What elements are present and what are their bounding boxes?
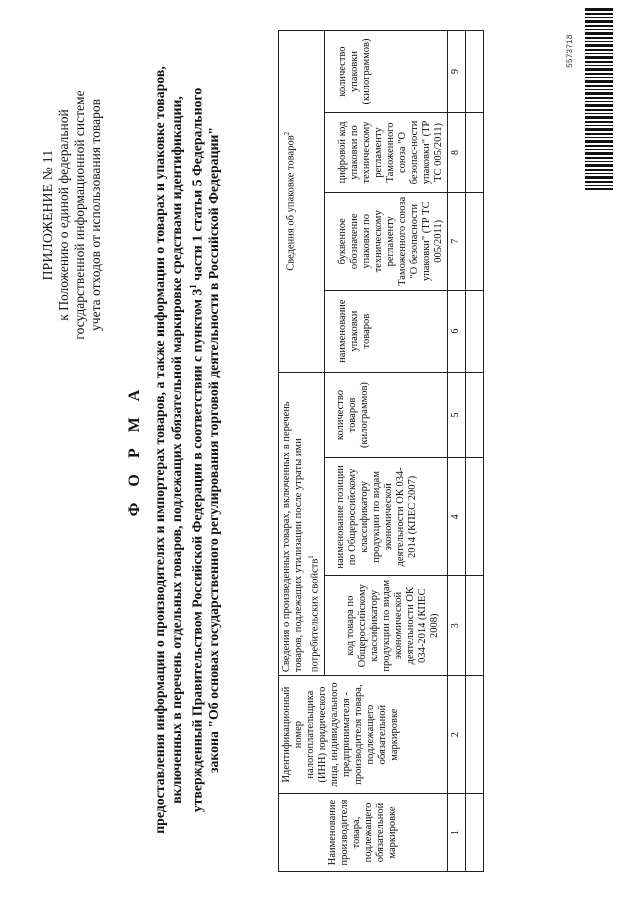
barcode-bar: [585, 53, 613, 54]
table-cell: [465, 576, 483, 676]
barcode-bar: [585, 8, 613, 11]
column-number-row: [447, 31, 465, 872]
barcode-bar: [585, 164, 613, 167]
barcode-bar: [585, 169, 613, 171]
header-package-digit-code: цифровой код упаковки по техническому регламенту Таможенного союза "О безопас-ности упаковки" (ТР ТС 005/2011): [324, 113, 447, 193]
header-group-goods-sup: 1: [307, 555, 315, 559]
barcode-bar: [585, 20, 613, 23]
barcode-bar: [585, 149, 613, 150]
barcode-bar: [585, 113, 613, 114]
column-number: 7: [447, 192, 465, 290]
barcode-bar: [585, 133, 613, 135]
subtitle-line-3a: утвержденный Правительством Российской Федерации в соответствии с пунктом 3: [189, 288, 205, 813]
table-cell: [465, 192, 483, 290]
barcode-bar: [585, 49, 613, 51]
barcode-bar: [585, 65, 613, 66]
barcode-bar: [585, 41, 613, 42]
document-page: [40, 20, 600, 880]
subtitle-line-3b: части 1 статьи 5 Федерального: [189, 87, 205, 285]
appendix-line-3: учета отходов от использования товаров: [88, 99, 103, 331]
barcode-bar: [585, 140, 613, 143]
column-number: 6: [447, 290, 465, 372]
barcode-bar: [585, 89, 613, 90]
barcode-bar: [585, 29, 613, 30]
appendix-line-1: к Положению о единой федеральной: [56, 109, 71, 321]
barcode-bar: [585, 188, 613, 190]
subtitle-line-3: [185, 50, 206, 850]
form-subtitle: [152, 50, 223, 850]
barcode-bar: [585, 73, 613, 75]
barcode-image: [585, 8, 613, 190]
barcode-bar: [585, 121, 613, 123]
table-cell: [465, 676, 483, 794]
barcode-bar: [585, 128, 613, 131]
table-cell: [465, 372, 483, 458]
column-number: 2: [447, 676, 465, 794]
column-number: 8: [447, 113, 465, 193]
barcode-bar: [585, 104, 613, 107]
barcode-bar: [585, 85, 613, 87]
header-group-packaging: [279, 31, 325, 373]
barcode-bar: [585, 125, 613, 126]
barcode-bar: [585, 157, 613, 159]
barcode-bar: [585, 109, 613, 111]
barcode-bar: [585, 61, 613, 63]
header-group-packaging-text: Сведения об упаковке товаров: [285, 135, 297, 271]
barcode-bar: [585, 68, 613, 71]
table-cell: [465, 290, 483, 372]
barcode-bar: [585, 25, 613, 27]
barcode-bar: [585, 185, 613, 186]
barcode-bar: [585, 97, 613, 99]
barcode-bar: [585, 77, 613, 78]
header-group-goods: [279, 372, 325, 676]
barcode-bar: [585, 145, 613, 147]
column-number: 3: [447, 576, 465, 676]
barcode-bar: [585, 116, 613, 119]
empty-data-row: [465, 31, 483, 872]
barcode-bar: [585, 17, 613, 18]
header-goods-quantity: количество товаров (килограммов): [324, 372, 447, 458]
barcode-bar: [585, 56, 613, 59]
barcode-bar: [585, 161, 613, 162]
barcode-bar: [585, 137, 613, 138]
column-number: 9: [447, 31, 465, 113]
header-okpd-code: код товара по Общероссийскому классификатору продукции по видам экономической деятельности ОК 034-2014 (КПЕС 2008): [324, 576, 447, 676]
header-okpd-name: наименование позиции по Общероссийскому классификатору продукции по видам экономической деятельности ОК 034-2014 (КПЕС 2007): [324, 458, 447, 576]
barcode-bar: [585, 80, 613, 83]
column-number: 4: [447, 458, 465, 576]
barcode-bar: [585, 32, 613, 35]
barcode-bar: [585, 101, 613, 102]
subtitle-line-2: включенных в перечень отдельных товаров, подлежащих обязательной маркировке средствами идентификации,: [168, 96, 184, 804]
column-number: 1: [447, 794, 465, 872]
table-cell: [465, 113, 483, 193]
barcode-bar: [585, 37, 613, 39]
appendix-number: ПРИЛОЖЕНИЕ № 11: [40, 149, 55, 281]
form-table: [278, 30, 484, 872]
form-title: Ф О Р М А: [126, 383, 143, 517]
barcode-id-text: 5573718: [566, 34, 575, 68]
column-number: 5: [447, 372, 465, 458]
subtitle-line-4: закона "Об основах государственного регулирования торговой деятельности в Российской Федерации": [206, 126, 222, 774]
table-cell: [465, 31, 483, 113]
header-inn: Идентификационный номер налогоплательщика (ИНН) юридического лица, индивидуального предпринимателя - производителя товара, подлежащего обязательной маркировке: [279, 676, 448, 794]
header-producer-name: Наименование производителя товара, подлежащего обязательной маркировке: [279, 794, 448, 872]
barcode-bar: [585, 44, 613, 47]
header-package-letter-code: буквенное обозначение упаковки по техническому регламенту Таможенного союза "О безопасности упаковки" (ТР ТС 005/2011): [324, 192, 447, 290]
appendix-header: [40, 30, 104, 400]
appendix-line-2: государственной информационной системе: [72, 90, 87, 340]
table-cell: [465, 794, 483, 872]
header-package-name: наименование упаковки товаров: [324, 290, 447, 372]
header-group-goods-text: Сведения о произведенных товарах, включенных в перечень товаров, подлежащих утилизации после утраты ими потребительских свойств: [281, 401, 321, 673]
header-package-quantity: количество упаковки (килограммов): [324, 31, 447, 113]
header-group-packaging-sup: 2: [283, 131, 291, 136]
barcode-bar: [585, 152, 613, 155]
barcode-bar: [585, 181, 613, 183]
barcode-bar: [585, 13, 613, 15]
subtitle-footnote-mark: 1: [188, 284, 198, 289]
barcode-bar: [585, 92, 613, 95]
barcode-bar: [585, 173, 613, 174]
table-cell: [465, 458, 483, 576]
subtitle-line-1: предоставления информации о производителях и импортерах товаров, а также информации о товарах и упаковке товаров,: [152, 66, 167, 834]
barcode-bar: [585, 176, 613, 179]
